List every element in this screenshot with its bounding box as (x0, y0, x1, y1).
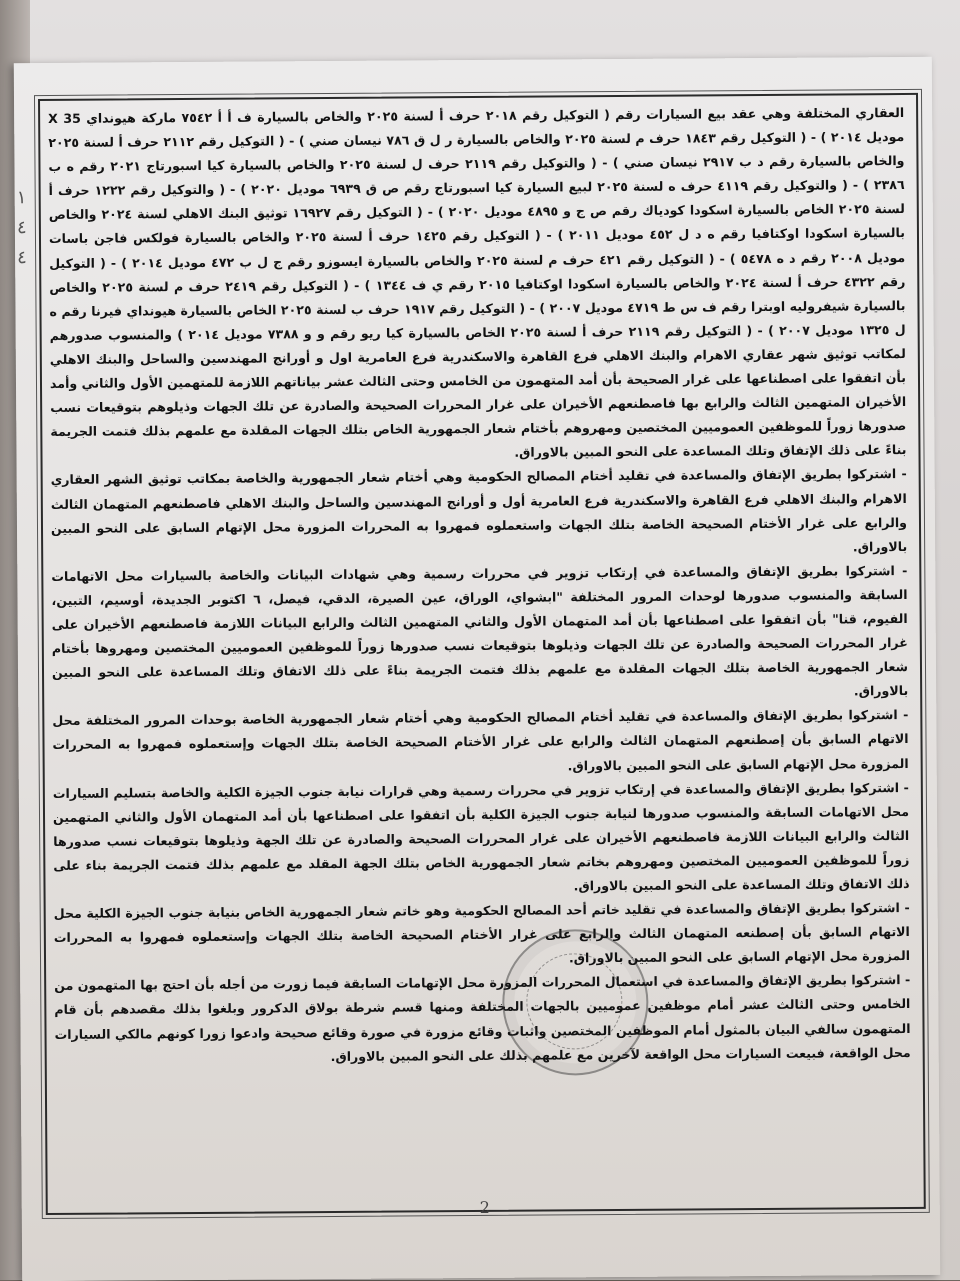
paragraph-5: - اشتركوا بطريق الإتفاق والمساعدة في إرتكاب تزوير في محررات رسمية وهي قرارات نيابة جنوب الجيزة الكلية والخاصة بتسليم السيارات محل الاتهامات السابقة والمنسوب صدورها لنيابة جنوب الجيزة الكلية بأن اتفقوا على اصطناعها بأن أمد المتهمان الأول والثاني المتهمين الثالث والرابع البيانات اللازمة فاصطنعهم الأخيران على غرار المحررات الصحيحة والصادرة عن تلك الجهة وذيلوها بتوقيعات نسب صدورها زوراً للموظفين العموميين المختصين ومهروهم بخاتم شعار الجمهورية الخاص بتلك الجهة المقلد مع علمهم بذلك فتمت الجريمة بناء على ذلك الاتفاق وتلك المساعدة على النحو المبين بالاوراق. (52, 779, 910, 894)
paragraph-2: - اشتركوا بطريق الإتفاق والمساعدة في تقليد أختام المصالح الحكومية وهي أختام شعار الجمهورية والخاصة بمكاتب توثيق الشهر العقاري الاهرام والبنك الاهلي فرع القاهرة والاسكندرية فرع العامرية أول و أورانج المهندسين والساحل والبنك الاهلي فاصطنعهم المتهمان الثالث والرابع على غرار الأختام الصحيحة الخاصة بتلك الجهات واستعملوه فمهروا به المحررات المزورة محل الإتهام السابق على النحو المبين بالاوراق. (50, 466, 908, 555)
paragraph-4: - اشتركوا بطريق الإتفاق والمساعدة في تقليد أختام المصالح الحكومية وهي أختام شعار الجمهورية الخاصة بوحدات المرور المختلفة محل الاتهام السابق بأن إصطنعهم المتهمان الثالث والرابع على غرار الأختام الصحيحة الخاصة بتلك الجهات وإستعملوه فمهروا به المحررات المزورة محل الإتهام السابق على النحو المبين بالاوراق. (52, 707, 909, 773)
official-seal-stamp (502, 929, 649, 1076)
paragraph-6: - اشتركوا بطريق الإتفاق والمساعدة في تقليد خاتم أحد المصالح الحكومية وهو خاتم شعار الجمهورية الخاص بنيابة جنوب الجيزة الكلية محل الاتهام السابق بأن إصطنعه المتهمان الثالث والرابع على غرار الأختام الصحيحة الخاصة بتلك الجهات وإستعملوه فمهروا به المحررات المزورة محل الإتهام السابق على النحو المبين بالاوراق. (53, 900, 911, 966)
paragraph-3: - اشتركوا بطريق الإتفاق والمساعدة في إرتكاب تزوير في محررات رسمية وهي شهادات البيانات والخاصة بالسيارات محل الاتهامات السابقة والمنسوب صدورها لوحدات المرور المختلفة "ابشواي، الوراق، عين الصيرة، الدقي، فيصل، ٦ اكتوبر الجديدة، أوسيم، التبين، الفيوم، قنا" بأن اتفقوا على اصطناعها بأن أمد المتهمان الأول والثاني المتهمين الثالث والرابع البيانات اللازمة فاصطنعهم الأخيران على غرار المحررات الصحيحة والصادرة عن تلك الجهات وذيلوها بتوقيعات نسب صدورها زوراً للموظفين العموميين المختصين ومهروها بأختام شعار الجمهورية الخاصة بتلك الجهات المقلدة مع علمهم بذلك فتمت الجريمة بناءً على ذلك الاتفاق وتلك المساعدة على النحو المبين بالاوراق. (51, 562, 909, 699)
document-body (48, 101, 912, 1207)
paragraph-7: - اشتركوا بطريق الإتفاق والمساعدة في استعمال المحررات المزورة محل الإتهامات السابقة فيما زورت من أجله بأن احتج بها المتهمون من الخامس وحتى الثالث عشر أمام موظفين عموميين بالجهات المختلفة ومنها قسم شرطة بولاق الدكرور وبلغوا بذلك مقصدهم بأن قام المتهمون سالفي البيان بالمثول أمام الموظفين المختصين واثبات وقائع مزورة في صورة وقائع صحيحة وادعوا زورا كونهم مالكي السيارات محل الواقعة، فبيعت السيارات محل الواقعة لآخرين مع علمهم بذلك على النحو المبين بالاوراق. (54, 972, 911, 1064)
paragraph-1: العقاري المختلفة وهي عقد بيع السيارات رقم ( التوكيل رقم ٢٠١٨ حرف أ لسنة ٢٠٢٥ والخاص بالسيارة ف أ أ ٧٥٤٢ ماركة هيونداي X 35 موديل ٢٠١٤ ) - ( التوكيل رقم ١٨٤٣ حرف م لسنة ٢٠٢٥ والخاص بالسيارة ر ل ق ٧٨٦ نيسان صني ) - ( التوكيل رقم ٢١١٢ حرف أ لسنة ٢٠٢٥ والخاص بالسيارة رقم د ب ٢٩١٧ نيسان صني ) - ( والتوكيل رقم ٢١١٩ حرف ل لسنة ٢٠٢٥ والخاص بالسيارة كيا اسبورتاج ٢٠٢١ رقم ه ب ٢٣٨٦ ) - ( والتوكيل رقم ٤١١٩ حرف ه لسنة ٢٠٢٥ لبيع السيارة كيا اسبورتاج رقم ص ق ٦٩٣٩ موديل ٢٠٢٠ ) - ( والتوكيل رقم ١٢٢٢ حرف أ لسنة ٢٠٢٥ الخاص بالسيارة اسكودا كودياك رقم ص ج و ٤٨٩٥ موديل ٢٠٢٠ ) - ( التوكيل رقم ١٦٩٢٧ توثيق البنك الاهلي لسنة ٢٠٢٤ والخاص بالسيارة اسكودا اوكتافيا رقم ه د ل ٤٥٢ موديل ٢٠١١ ) - ( التوكيل رقم ١٤٢٥ حرف أ لسنة ٢٠٢٥ والخاص بالسيارة فولكس فاجن باسات موديل ٢٠٠٨ رقم د ه ٥٤٧٨ ) - ( التوكيل رقم ٤٢١ حرف م لسنة ٢٠٢٥ والخاص بالسيارة ايسوزو رقم ج ل ب ٤٧٢ موديل ٢٠١٤ ) - ( التوكيل رقم ٤٣٢٢ حرف أ لسنة ٢٠٢٤ والخاص بالسيارة اسكودا اوكتافيا ٢٠١٥ رقم ي ف ١٣٤٤ ) - ( التوكيل رقم ٢٤١٩ حرف م لسنة ٢٠٢٥ والخاص بالسيارة شيفروليه اوبترا رقم ف س ط ٤٧١٩ موديل ٢٠٠٧ ) - ( التوكيل رقم ١٩١٧ حرف ب لسنة ٢٠٢٥ الخاص بالسيارة هيونداي فيرنا رقم ه ل ١٣٢٥ موديل ٢٠٠٧ ) - ( التوكيل رقم ٢١١٩ حرف أ لسنة ٢٠٢٥ الخاص بالسيارة كيا ريو رقم و و ٧٣٨٨ موديل ٢٠١٤ ) والمنسوب صدورهم لمكاتب توثيق شهر عقاري الاهرام والبنك الاهلي فرع القاهرة والاسكندرية فرع العامرية اول و أورانج المهندسين والساحل والبنك الاهلي بأن اتفقوا على اصطناعها على غرار الصحيحة بأن أمد المتهمون من الخامس وحتى الثالث عشر بياناتهم اللازمة للمتهمين الأول والثاني وأمد الأخيران المتهمين الثالث والرابع بها فاصطنعهم الأخيران على غرار المحررات الصحيحة والصادرة عن تلك الجهات وذيلوهم بتوقيعات نسب صدورها زوراً للموظفين العموميين المختصين ومهروهم بأختام شعار الجمهورية الخاص بتلك الجهات المقلدة مع علمهم بذلك فتمت الجريمة بناءً على ذلك الإتفاق وتلك المساعدة على النحو المبين بالاوراق. (48, 105, 907, 461)
page-number: 2 (479, 1197, 490, 1217)
document-page (14, 57, 940, 1281)
margin-handwriting: ١ ٤ ٤ (16, 187, 27, 269)
